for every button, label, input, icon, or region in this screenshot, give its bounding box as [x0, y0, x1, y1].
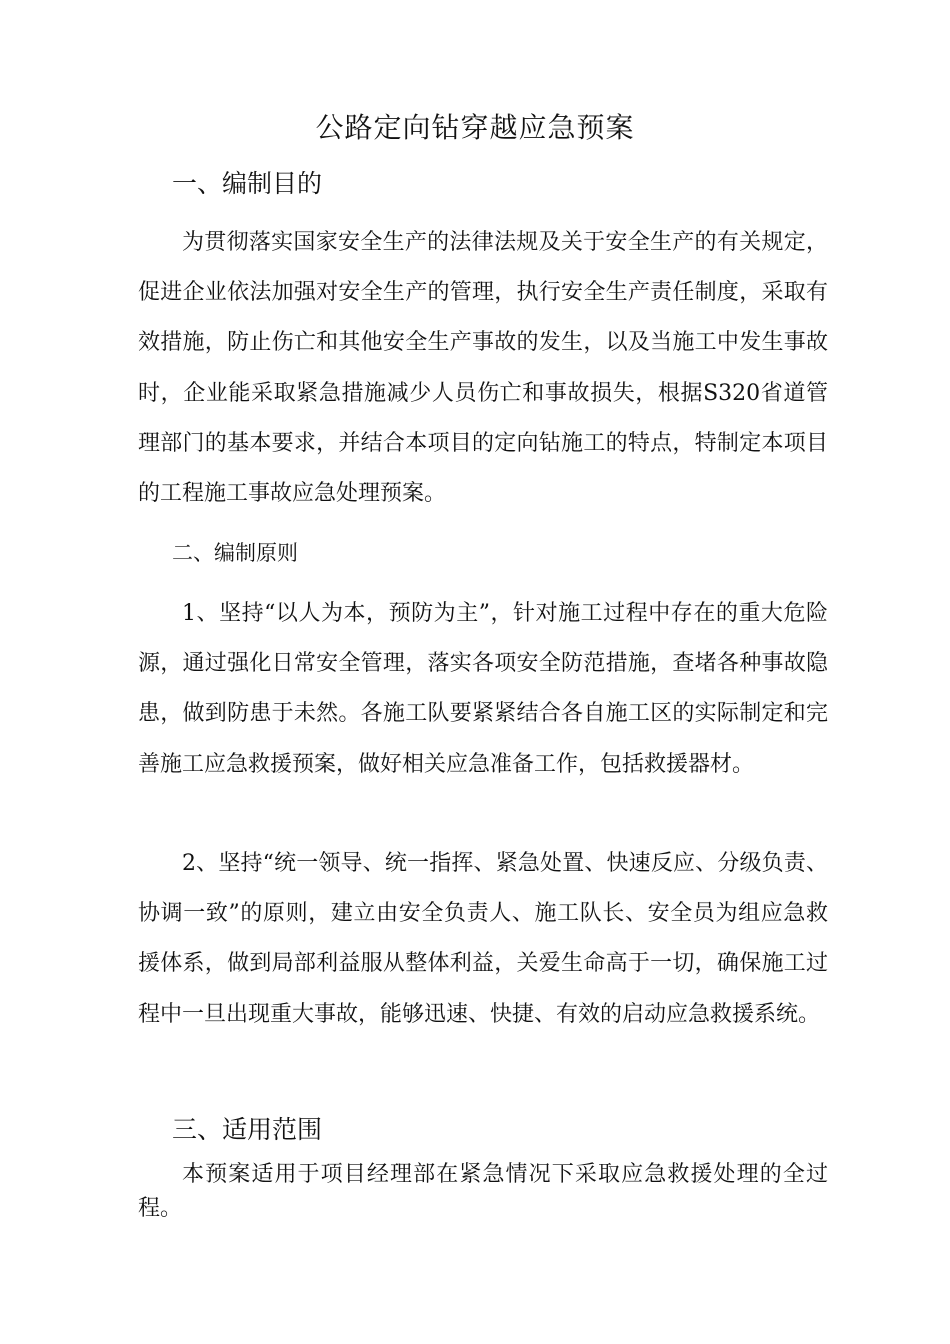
section-purpose-paragraph: 为贯彻落实国家安全生产的法律法规及关于安全生产的有关规定，促进企业依法加强对安全生产的管理，执行安全生产责任制度，采取有效措施，防止伤亡和其他安全生产事故的发生，以及当施工中发生事故时，企业能采取紧急措施减少人员伤亡和事故损失，根据S320省道管理部门的基本要求，并结合本项目的定向钻施工的特点，特制定本项目的工程施工事故应急处理预案。 [138, 230, 828, 507]
section-heading-scope: 三、适用范围 [172, 1115, 323, 1144]
section-heading-principles: 二、编制原则 [172, 541, 298, 565]
section-heading-purpose: 一、编制目的 [172, 169, 323, 198]
principle-paragraph-2: 2、坚持“统一领导、统一指挥、紧急处置、快速反应、分级负责、协调一致”的原则，建立由安全负责人、施工队长、安全员为组应急救援体系，做到局部利益服从整体利益，关爱生命高于一切，确保施工过程中一旦出现重大事故，能够迅速、快捷、有效的启动应急救援系统。 [138, 851, 828, 1027]
principle-paragraph-1: 1、坚持“以人为本，预防为主”，针对施工过程中存在的重大危险源，通过强化日常安全管理，落实各项安全防范措施，查堵各种事故隐患，做到防患于未然。各施工队要紧紧结合各自施工区的实际制定和完善施工应急救援预案，做好相关应急准备工作，包括救援器材。 [138, 601, 828, 777]
page-title: 公路定向钻穿越应急预案 [315, 111, 635, 144]
scope-paragraph: 本预案适用于项目经理部在紧急情况下采取应急救援处理的全过程。 [138, 1162, 828, 1221]
